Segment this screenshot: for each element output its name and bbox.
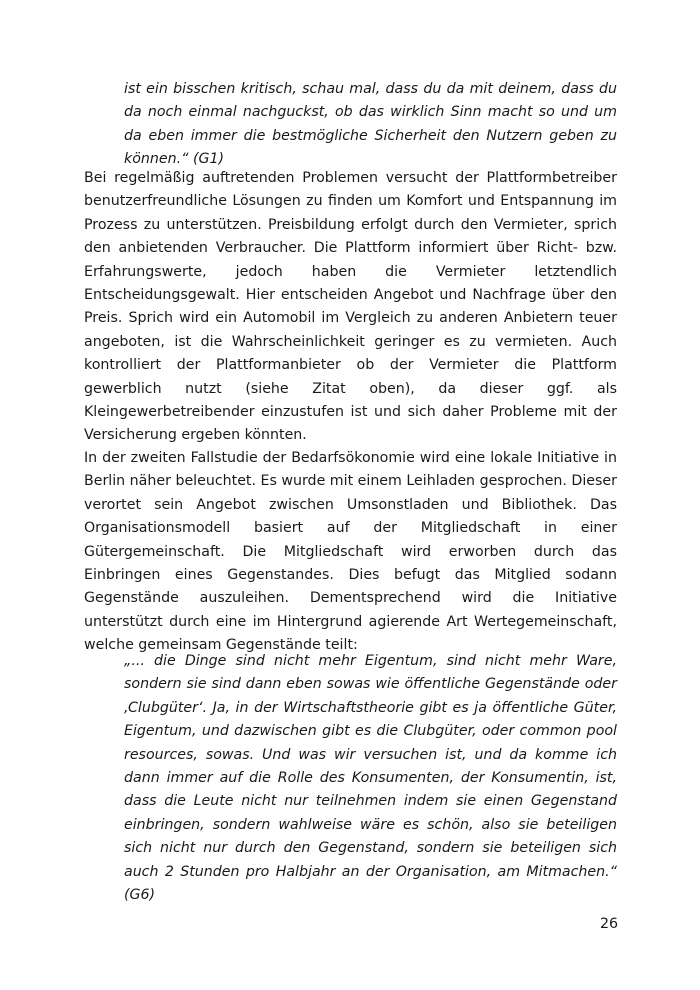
- page-number: 26: [599, 916, 618, 932]
- block-quote-g1: ist ein bisschen kritisch, schau mal, dass du da mit deinem, dass du da noch einmal nachguckst, ob das wirklich Sinn macht so und um da eben immer die bestmögliche Sicherheit den Nutzern geben zu können.“ (G1): [124, 81, 617, 168]
- body-paragraph-platform: Bei regelmäßig auftretenden Problemen versucht der Plattformbetreiber benutzerfreundliche Lösungen zu finden um Komfort und Entspannung im Prozess zu unterstützen. Preisbildung erfolgt durch den Vermieter, sprich den anbietenden Verbraucher. Die Plattform informiert über Richt- bzw. Erfahrungswerte, jedoch haben die Vermieter letztendlich Entscheidungsgewalt. Hier entscheiden Angebot und Nachfrage über den Preis. Sprich wird ein Automobil im Vergleich zu anderen Anbietern teuer angeboten, ist die Wahrscheinlichkeit geringer es zu vermieten. Auch kontrolliert der Plattformanbieter ob der Vermieter die Plattform gewerblich nutzt (siehe Zitat oben), da dieser ggf. als Kleingewerbetreibender einzustufen ist und sich daher Probleme mit der Versicherung ergeben könnten.: [84, 170, 617, 444]
- block-quote-g6: „... die Dinge sind nicht mehr Eigentum, sind nicht mehr Ware, sondern sie sind dann eben sowas wie öffentliche Gegenstände oder ‚Clubgüter‘. Ja, in der Wirtschaftstheorie gibt es ja öffentliche Güter, Eigentum, und dazwischen gibt es die Clubgüter, oder common pool resources, sowas. Und was wir versuchen ist, und da komme ich dann immer auf die Rolle des Konsumenten, der Konsumentin, ist, dass die Leute nicht nur teilnehmen indem sie einen Gegenstand einbringen, sondern wahlweise wäre es schön, also sie beteiligen sich nicht nur durch den Gegenstand, sondern sie beteiligen sich auch 2 Stunden pro Halbjahr an der Organisation, am Mitmachen.“ (G6): [124, 653, 617, 904]
- body-paragraph-case-study: In der zweiten Fallstudie der Bedarfsökonomie wird eine lokale Initiative in Berlin näher beleuchtet. Es wurde mit einem Leihladen gesprochen. Dieser verortet sein Angebot zwischen Umsonstladen und Bibliothek. Das Organisationsmodell basiert auf der Mitgliedschaft in einer Gütergemeinschaft. Die Mitgliedschaft wird erworben durch das Einbringen eines Gegenstandes. Dies befugt das Mitglied sodann Gegenstände auszuleihen. Dementsprechend wird die Initiative unterstützt durch eine im Hintergrund agierende Art Wertegemeinschaft, welche gemeinsam Gegenstände teilt:: [84, 450, 617, 654]
